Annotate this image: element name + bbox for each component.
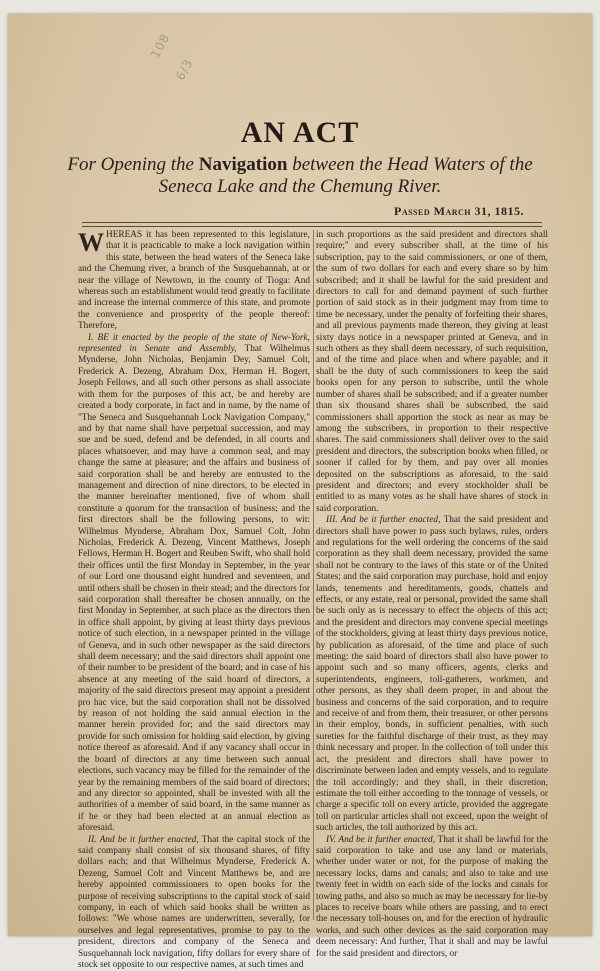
section-body: That it shall be lawful for the said corporation to take and use any land or materials, whether under water or not, for the purpose of making the necessary locks, dams and canals; and also to take and use twenty feet in width on each side of the locks and canals for towing paths, and also so much as may be necessary for lie-by places to receive boats while others are passing, and to erect the necessary toll-houses on, and for the erection of hydraulic works, and such other devices as the said corporation may deem necessary: And further, That it shall and may be lawful for the said president and directors, or <box>316 834 549 959</box>
pencil-note: 108 <box>148 31 173 61</box>
column-divider <box>313 230 314 920</box>
section-body: That the capital stock of the said company shall consist of six thousand shares, of fifty dollars each; and that Wilhelmus Mynderse, Frederick A. Dezeng, Samuel Colt and Vincent Matthews be, and are hereby appointed commissioners to open books for the purpose of receiving subscriptions to the capital stock of said company, in each of which said books shall be written as follows: "We whose names are underwritten, severally, for ourselves and legal representatives, promise to pay to the president, directors and company of the Seneca and Susquehannah lock navigation, fifty dollars for every share of stock set opposite to our respective names, at such times and <box>78 834 310 970</box>
section-lead: III. And be it further enacted, <box>326 515 441 526</box>
dropcap: W <box>78 228 104 257</box>
right-column <box>316 230 549 959</box>
section-body: That the said president and directors shall have power to pass such bylaws, rules, orders and regulations for the well ordering the concerns of the said corporation as they shall deem necessary, provided the same shall not be contrary to the laws of this state or of the United States; and the said corporation may purchase, hold and enjoy lands, tenements and hereditaments, goods, chattels and effects, or any estate, real or personal, provided the same shall be such only as is necessary to effect the objects of this act; and the president and directors may convene special meetings of the stockholders, giving at least thirty days previous notice, by publication as aforesaid, of the time and place of such meeting: the said board of directors shall also have power to appoint such and so many officers, agents, clerks and superintendents, engineers, toll-gatherers, workmen, and other persons, as they shall deem proper, in and about the business and concerns of the said corporation, and to require and receive of and from them, their treasurer, or other persons in their employ, bonds, in sufficient penalties, with such sureties for the faithful discharge of their trust, as they may think necessary and proper. In the collection of toll under this act, the president and directors shall have power to discriminate between laden and empty vessels, and to regulate the toll accordingly; and they shall, in their discretion, estimate the toll either according to the tonnage of vessels, or charge a specific toll on every article, provided the aggregate toll on particular articles shall not exceed, upon the weight of such articles, the toll authorized by this act. <box>316 515 548 834</box>
act-title: AN ACT <box>240 116 360 149</box>
double-rule <box>82 222 542 227</box>
subtitle-part: Seneca Lake and the Chemung River. <box>158 176 442 197</box>
section-1 <box>78 333 310 835</box>
section-2 <box>78 835 310 971</box>
subtitle-part: between the Head Waters of the <box>292 154 533 175</box>
pencil-note: 6/3 <box>173 56 196 83</box>
document-page <box>8 14 592 970</box>
section-2-continued: in such proportions as the said president and directors shall require;" and every subscriber shall, at the time of his subscription, pay to the said commissioners, or one of them, the sum of two dollars for each and every share so by him subscribed; and it shall be lawful for the said president and directors to call for and demand payment of such further portion of said stock as in their judgment may from time to time be necessary, under the penalty of forfeiting their shares, and all previous payments made thereon, they giving at least sixty days notice in a newspaper printed at Geneva, and in such others as they shall deem necessary, of such requisition, and of the time and place when and where payable; and it shall be the duty of such commissioners to keep the said books open for any person to subscribe, until the whole number of shares shall be subscribed; and if a greater number than six thousand shares shall be subscribed, the said commissioners shall apportion the stock as near as may be among the subscribers, in proportion to their respective shares. The said commissioners shall deliver over to the said president and directors, the subscription books when filled, or sooner if called for by them, and pay over all monies deposited on the subscriptions as aforesaid, to the said president and directors; and every stockholder shall be entitled to as many votes as he shall have shares of stock in said corporation. <box>316 230 548 514</box>
section-lead: I. BE it enacted by the people of the state of New-York, represented in Senate and Assembly, <box>78 332 310 355</box>
section-3 <box>316 515 548 834</box>
section-lead: II. And be it further enacted, <box>88 834 199 845</box>
preamble-text: HEREAS it has been represented to this legislature, that it is practicable to make a lock navigation within this state, between the head waters of the Seneca lake and the Chemung river, a branch of the Susquehannah, at or near the village of Newtown, in the county of Tioga: And whereas such an establishment would tend greatly to facilitate and increase the internal commerce of this state, and promote the convenience and prosperity of the people thereof: Therefore, <box>78 230 310 332</box>
subtitle-part: For Opening the <box>67 154 194 175</box>
passed-date: Passed March 31, 1815. <box>394 204 524 218</box>
left-column <box>78 228 310 970</box>
act-subtitle <box>48 154 552 198</box>
subtitle-navigation: Navigation <box>198 154 288 175</box>
preamble <box>78 230 310 333</box>
section-lead: IV. And be it further enacted, <box>326 834 436 845</box>
section-body: That Wilhelmus Mynderse, John Nicholas, Benjamin Dey, Samuel Colt, Frederick A. Dezeng, Abraham Dox, Herman H. Bogert, Joseph Fellows, and all such other persons as shall associate with them for the purposes of this act, be and hereby are created a body corporate, in fact and in name, by the name of "The Seneca and Susquehannah Lock Navigation Company," and by that name shall have perpetual succession, and may sue and be sued, defend and be defended, in all courts and places whatsoever, and may have a common seal, and may change the same at pleasure; and the affairs and business of said corporation shall be and hereby are entrusted to the management and direction of nine directors, to be elected in the manner hereinafter mentioned, five of whom shall constitute a quorum for the transaction of business; and the first directors shall be the following persons, to wit: Wilhelmus Mynderse, Abraham Dox, Samuel Colt, John Nicholas, Frederick A. Dezeng, Vincent Matthews, Joseph Fellows, Herman H. Bogert and Reuben Swift, who shall hold their offices until the first Monday in September, in the year of our Lord one thousand eight hundred and seventeen, and until others shall be chosen in their stead; and the directors for said corporation shall thereafter be chosen annually, on the first Monday in September, at such place as the directors then in office shall appoint, by giving at least thirty days previous notice of such election, in a newspaper printed in the village of Geneva, and in such other newspaper as the said directors shall deem necessary; and the said directors shall appoint one of their number to be president of the board; and in case of his absence at any meeting of the said board of directors, a majority of the said directors present may appoint a president pro hac vice, but the said corporation shall not be dissolved by reason of not holding the said annual election in the manner herein provided for; and the said directors may provide for such omission for holding said election, by giving notice thereof as aforesaid. And if any vacancy shall occur in the board of directors at any time between such annual elections, such vacancy may be filled for the remainder of the year by the remaining members of the said board of directors; and any director so appointed, shall be invested with all the authorities of a member of said board, in the same manner as if he or they had been elected at an annual election as aforesaid. <box>78 344 310 834</box>
section-4 <box>316 835 548 960</box>
